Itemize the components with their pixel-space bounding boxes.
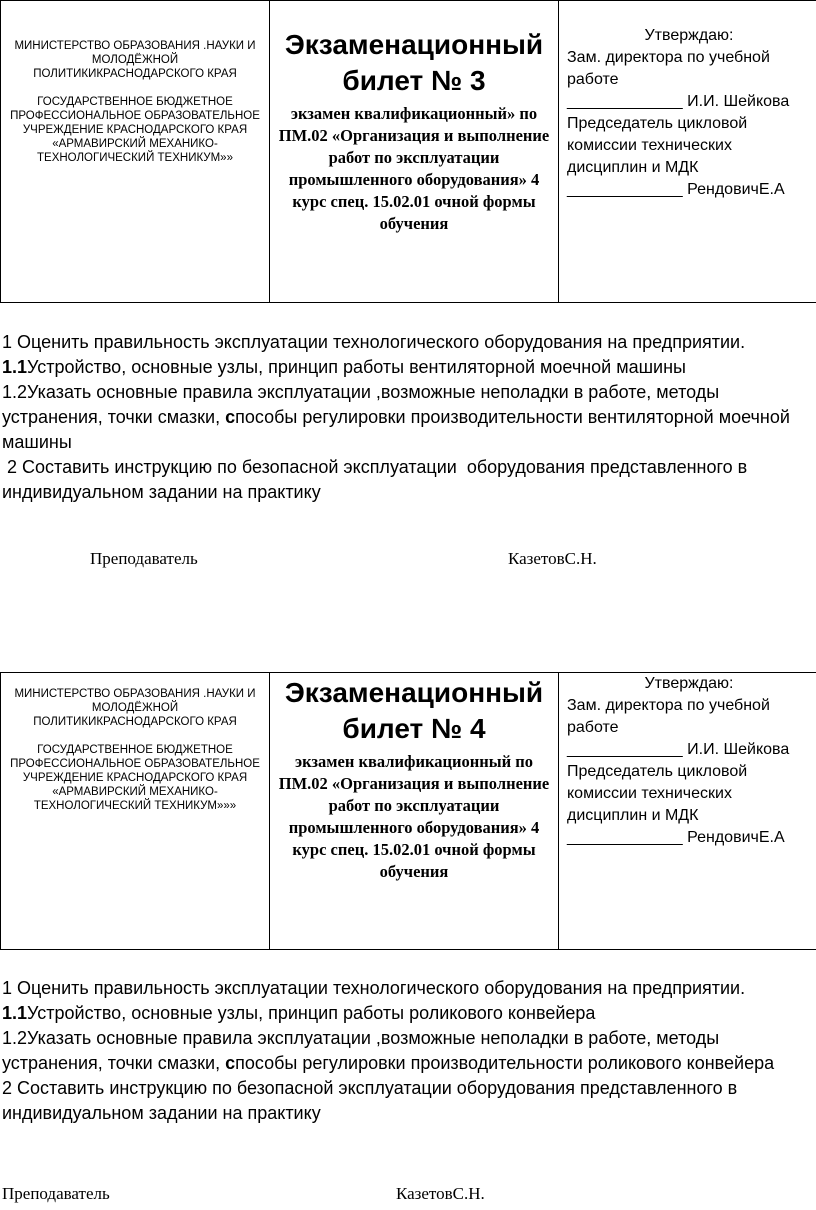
committee-chair: Председатель цикловой комиссии технических дисциплин и МДК — [567, 763, 752, 824]
ticket-title: Экзаменационный билет № 4 — [270, 675, 558, 747]
school-name: ГОСУДАРСТВЕННОЕ БЮДЖЕТНОЕ ПРОФЕССИОНАЛЬНОЕ ОБРАЗОВАТЕЛЬНОЕ УЧРЕЖДЕНИЕ КРАСНОДАРСКОГО КРАЯ «АРМАВИРСКИЙ МЕХАНИКО-ТЕХНОЛОГИЧЕСКИЙ ТЕХНИКУМ»» — [10, 96, 260, 164]
question-1-2: 1.2Указать основные правила эксплуатации ,возможные неполадки в работе, методы устранения, точки смазки, способы регулировки производительности роликового конвейера — [2, 1028, 775, 1073]
approval-cell — [559, 1, 816, 303]
approver-signature: _____________ И.И. Шейкова — [567, 93, 790, 110]
ticket-number: билет № 4 — [342, 713, 486, 744]
question-2: 2 Составить инструкцию по безопасной эксплуатации оборудования представленного в индивидуальном задании на практику — [2, 1078, 738, 1123]
organization-cell — [1, 673, 270, 950]
approver-signature: _____________ И.И. Шейкова — [567, 741, 790, 758]
question-2: 2 Составить инструкцию по безопасной эксплуатации оборудования представленного в индивидуальном задании на практику — [2, 457, 753, 502]
ministry-name: МИНИСТЕРСТВО ОБРАЗОВАНИЯ .НАУКИ И МОЛОДЁЖНОЙ ПОЛИТИКИКРАСНОДАРСКОГО КРАЯ — [14, 688, 256, 728]
teacher-label: Преподаватель — [2, 1184, 110, 1203]
question-1-1: 1.1Устройство, основные узлы, принцип работы вентиляторной моечной машины — [2, 357, 686, 377]
committee-chair: Председатель цикловой комиссии технических дисциплин и МДК — [567, 115, 752, 176]
question-1-2: 1.2Указать основные правила эксплуатации ,возможные неполадки в работе, методы устранения, точки смазки, способы регулировки производительности вентиляторной моечной машины — [2, 382, 790, 452]
approve-heading: Утверждаю: — [644, 27, 734, 44]
question-1: 1 Оценить правильность эксплуатации технологического оборудования на предприятии. — [2, 978, 746, 998]
organization-cell — [1, 1, 270, 303]
ticket-number: билет № 3 — [342, 65, 486, 96]
exam-description: экзамен квалификационный по ПМ.02 «Организация и выполнение работ по эксплуатации промышленного оборудования» 4 курс спец. 15.02.01 очной формы обучения — [278, 752, 550, 881]
ministry-name: МИНИСТЕРСТВО ОБРАЗОВАНИЯ .НАУКИ И МОЛОДЁЖНОЙ ПОЛИТИКИКРАСНОДАРСКОГО КРАЯ — [14, 40, 256, 80]
title-cell — [270, 1, 559, 303]
title-cell — [270, 673, 559, 950]
school-name: ГОСУДАРСТВЕННОЕ БЮДЖЕТНОЕ ПРОФЕССИОНАЛЬНОЕ ОБРАЗОВАТЕЛЬНОЕ УЧРЕЖДЕНИЕ КРАСНОДАРСКОГО КРАЯ «АРМАВИРСКИЙ МЕХАНИКО-ТЕХНОЛОГИЧЕСКИЙ ТЕХНИКУМ»»» — [10, 744, 260, 812]
question-1-1: 1.1Устройство, основные узлы, принцип работы роликового конвейера — [2, 1003, 596, 1023]
teacher-label: Преподаватель — [90, 549, 198, 568]
question-1: 1 Оценить правильность эксплуатации технологического оборудования на предприятии. — [2, 332, 746, 352]
ticket-3-header — [0, 0, 816, 303]
approver-role: Зам. директора по учебной работе — [567, 697, 775, 736]
ticket-4-questions — [2, 976, 814, 1126]
ticket-3-questions — [2, 330, 814, 505]
committee-chair-signature: _____________ РендовичЕ.А — [567, 829, 785, 846]
approve-heading: Утверждаю: — [644, 675, 734, 692]
ticket-title: Экзаменационный билет № 3 — [270, 27, 558, 99]
ticket-4-header — [0, 672, 816, 950]
teacher-name: КазетовС.Н. — [396, 1184, 485, 1203]
approval-cell — [559, 673, 816, 950]
approver-role: Зам. директора по учебной работе — [567, 49, 775, 88]
committee-chair-signature: _____________ РендовичЕ.А — [567, 181, 785, 198]
exam-description: экзамен квалификационный» по ПМ.02 «Организация и выполнение работ по эксплуатации промышленного оборудования» 4 курс спец. 15.02.01 очной формы обучения — [278, 104, 550, 233]
teacher-name: КазетовС.Н. — [508, 549, 597, 568]
